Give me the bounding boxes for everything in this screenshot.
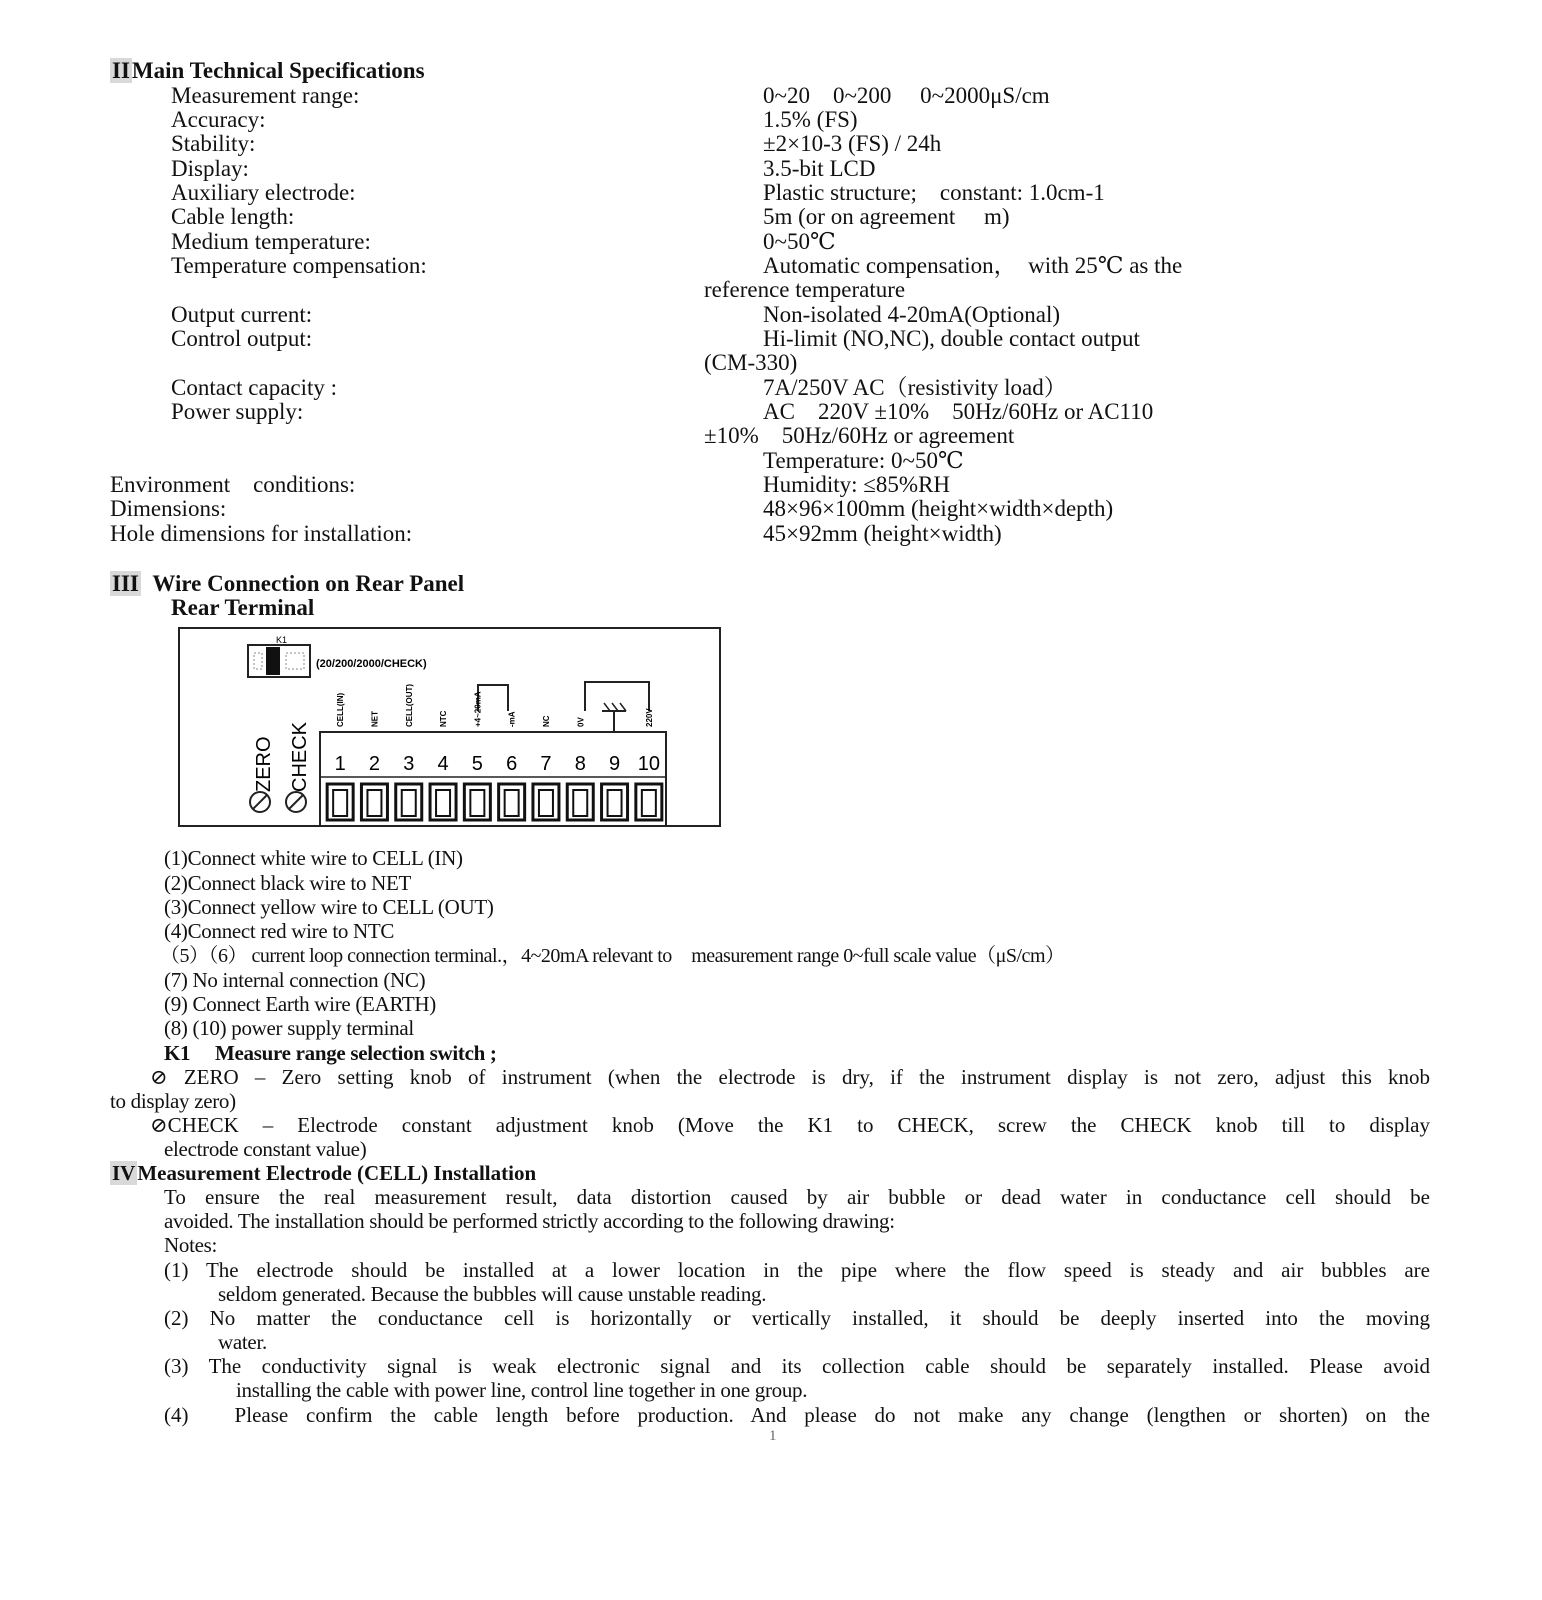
connection-item: (7) No internal connection (NC) bbox=[164, 968, 426, 992]
spec-value: Plastic structure; constant: 1.0cm-1 bbox=[763, 180, 1105, 205]
section-2-title: Main Technical Specifications bbox=[131, 58, 425, 83]
check-knob-description-cont: electrode constant value) bbox=[164, 1137, 367, 1161]
spec-value-continued: ±10% 50Hz/60Hz or agreement bbox=[704, 423, 1015, 448]
section-3-heading bbox=[110, 571, 464, 597]
k1-desc: Measure range selection switch ; bbox=[215, 1041, 497, 1065]
section-3-number: III bbox=[112, 571, 139, 596]
spec-label: Environment conditions: bbox=[110, 472, 356, 497]
spec-value: 48×96×100mm (height×width×depth) bbox=[763, 496, 1114, 521]
check-knob-label: CHECK bbox=[289, 721, 311, 792]
connection-item: (2)Connect black wire to NET bbox=[164, 871, 412, 895]
spec-value: Temperature: 0~50℃ bbox=[763, 448, 964, 473]
spec-label: Temperature compensation: bbox=[171, 253, 427, 278]
terminal-label: NET bbox=[370, 711, 380, 727]
spec-label: Display: bbox=[171, 156, 249, 181]
note-item: (1) The electrode should be installed at a lower location in the pipe where the flow speed is steady and air bubbles are bbox=[164, 1258, 1430, 1282]
note-item-cont: water. bbox=[218, 1330, 267, 1354]
spec-value-continued: reference temperature bbox=[704, 277, 906, 302]
spec-value: 0~50℃ bbox=[763, 229, 836, 254]
terminal-number: 5 bbox=[471, 753, 483, 775]
zero-knob-label: ZERO bbox=[253, 736, 275, 792]
check-knob-description: ⊘CHECK – Electrode constant adjustment knob (Move the K1 to CHECK, screw the CHECK knob till to display bbox=[150, 1113, 1430, 1137]
terminal-number: 1 bbox=[334, 753, 346, 775]
section-4-heading bbox=[110, 1161, 536, 1186]
section-2-number: II bbox=[112, 58, 130, 83]
terminal-number: 3 bbox=[403, 753, 415, 775]
note-item: (4) Please confirm the cable length before production. And please do not make any change (lengthen or shorten) on the bbox=[164, 1403, 1430, 1427]
rear-terminal-diagram bbox=[178, 627, 721, 827]
section-4-number: IV bbox=[112, 1161, 136, 1185]
spec-label: Control output: bbox=[171, 326, 313, 351]
note-item-cont: installing the cable with power line, control line together in one group. bbox=[236, 1378, 808, 1402]
installation-intro: To ensure the real measurement result, data distortion caused by air bubble or dead water in conductance cell should be bbox=[164, 1185, 1430, 1209]
k1-description bbox=[164, 1041, 497, 1065]
notes-label: Notes: bbox=[164, 1233, 218, 1257]
zero-knob-icon[interactable] bbox=[250, 792, 270, 812]
terminal-number: 6 bbox=[506, 753, 518, 775]
spec-label: Medium temperature: bbox=[171, 229, 371, 254]
spec-value: ±2×10-3 (FS) / 24h bbox=[763, 131, 942, 156]
terminal-number: 8 bbox=[574, 753, 586, 775]
terminal-label: -mA bbox=[507, 711, 517, 727]
connection-item: （5）（6） current loop connection terminal.，4~20mA relevant to measurement range 0~full scale value（μS/cm） bbox=[160, 945, 1065, 967]
spec-value: 5m (or on agreement m) bbox=[763, 204, 1010, 229]
connection-item: (1)Connect white wire to CELL (IN) bbox=[164, 846, 463, 870]
spec-value: Humidity: ≤85%RH bbox=[763, 472, 951, 497]
spec-value: 45×92mm (height×width) bbox=[763, 521, 1002, 546]
connection-item: (4)Connect red wire to NTC bbox=[164, 919, 395, 943]
note-item: (2) No matter the conductance cell is horizontally or vertically installed, it should be deeply inserted into the moving bbox=[164, 1306, 1430, 1330]
section-2-heading bbox=[110, 58, 425, 84]
connection-item: (8) (10) power supply terminal bbox=[164, 1016, 414, 1040]
zero-knob-description-cont: to display zero) bbox=[110, 1089, 236, 1113]
spec-value: 3.5-bit LCD bbox=[763, 156, 876, 181]
spec-label: Accuracy: bbox=[171, 107, 266, 132]
terminal-number: 9 bbox=[608, 753, 621, 775]
terminal-number: 7 bbox=[540, 753, 552, 775]
zero-knob-description: ⊘ ZERO – Zero setting knob of instrument (when the electrode is dry, if the instrument display is not zero, adjust this knob bbox=[150, 1065, 1430, 1089]
terminal-label: +4~20mA bbox=[473, 691, 483, 727]
spec-value: AC 220V ±10% 50Hz/60Hz or AC110 bbox=[763, 399, 1154, 424]
spec-label: Dimensions: bbox=[110, 496, 227, 521]
rear-terminal-title: Rear Terminal bbox=[171, 595, 315, 620]
spec-label: Measurement range: bbox=[171, 83, 360, 108]
terminal-label: CELL(IN) bbox=[336, 692, 346, 727]
spec-value: Automatic compensation， with 25℃ as the bbox=[763, 253, 1183, 278]
spec-value: 0~20 0~200 0~2000μS/cm bbox=[763, 83, 1050, 108]
note-item: (3) The conductivity signal is weak electronic signal and its collection cable should be separately installed. Please avoid bbox=[164, 1354, 1430, 1378]
connection-item: (3)Connect yellow wire to CELL (OUT) bbox=[164, 895, 494, 919]
spec-label: Stability: bbox=[171, 131, 256, 156]
terminal-number: 10 bbox=[637, 753, 660, 775]
terminal-number: 4 bbox=[437, 753, 449, 775]
spec-value-continued: (CM-330) bbox=[704, 350, 798, 375]
range-selection-label: (20/200/2000/CHECK) bbox=[316, 658, 427, 670]
terminal-number: 2 bbox=[368, 753, 381, 775]
spec-label: Power supply: bbox=[171, 399, 304, 424]
spec-label: Hole dimensions for installation: bbox=[110, 521, 413, 546]
spec-value: 1.5% (FS) bbox=[763, 107, 858, 132]
spec-label: Cable length: bbox=[171, 204, 295, 229]
terminal-label: 0V bbox=[576, 717, 586, 727]
spec-label: Contact capacity : bbox=[171, 375, 338, 400]
page-number: 1 bbox=[769, 1428, 777, 1444]
note-item-cont: seldom generated. Because the bubbles will cause unstable reading. bbox=[218, 1282, 767, 1306]
connection-item: (9) Connect Earth wire (EARTH) bbox=[164, 992, 436, 1016]
check-knob-icon[interactable] bbox=[286, 792, 306, 812]
spec-label: Auxiliary electrode: bbox=[171, 180, 356, 205]
spec-value: 7A/250V AC（resistivity load） bbox=[763, 375, 1067, 400]
k1-switch-slider bbox=[266, 647, 280, 675]
k1-switch-label: K1 bbox=[276, 635, 288, 645]
spec-value: Hi-limit (NO,NC), double contact output bbox=[763, 326, 1140, 351]
terminal-label: NC bbox=[541, 715, 551, 727]
terminal-label: NTC bbox=[439, 710, 449, 727]
section-3-title: Wire Connection on Rear Panel bbox=[152, 571, 465, 596]
spec-label: Output current: bbox=[171, 302, 313, 327]
section-4-title: Measurement Electrode (CELL) Installation bbox=[137, 1161, 537, 1185]
terminal-label: CELL(OUT) bbox=[404, 683, 414, 727]
k1-label: K1 bbox=[164, 1041, 191, 1065]
spec-value: Non-isolated 4-20mA(Optional) bbox=[763, 302, 1061, 327]
installation-intro-cont: avoided. The installation should be performed strictly according to the following drawing: bbox=[164, 1209, 895, 1233]
terminal-label: 220V bbox=[644, 708, 654, 727]
